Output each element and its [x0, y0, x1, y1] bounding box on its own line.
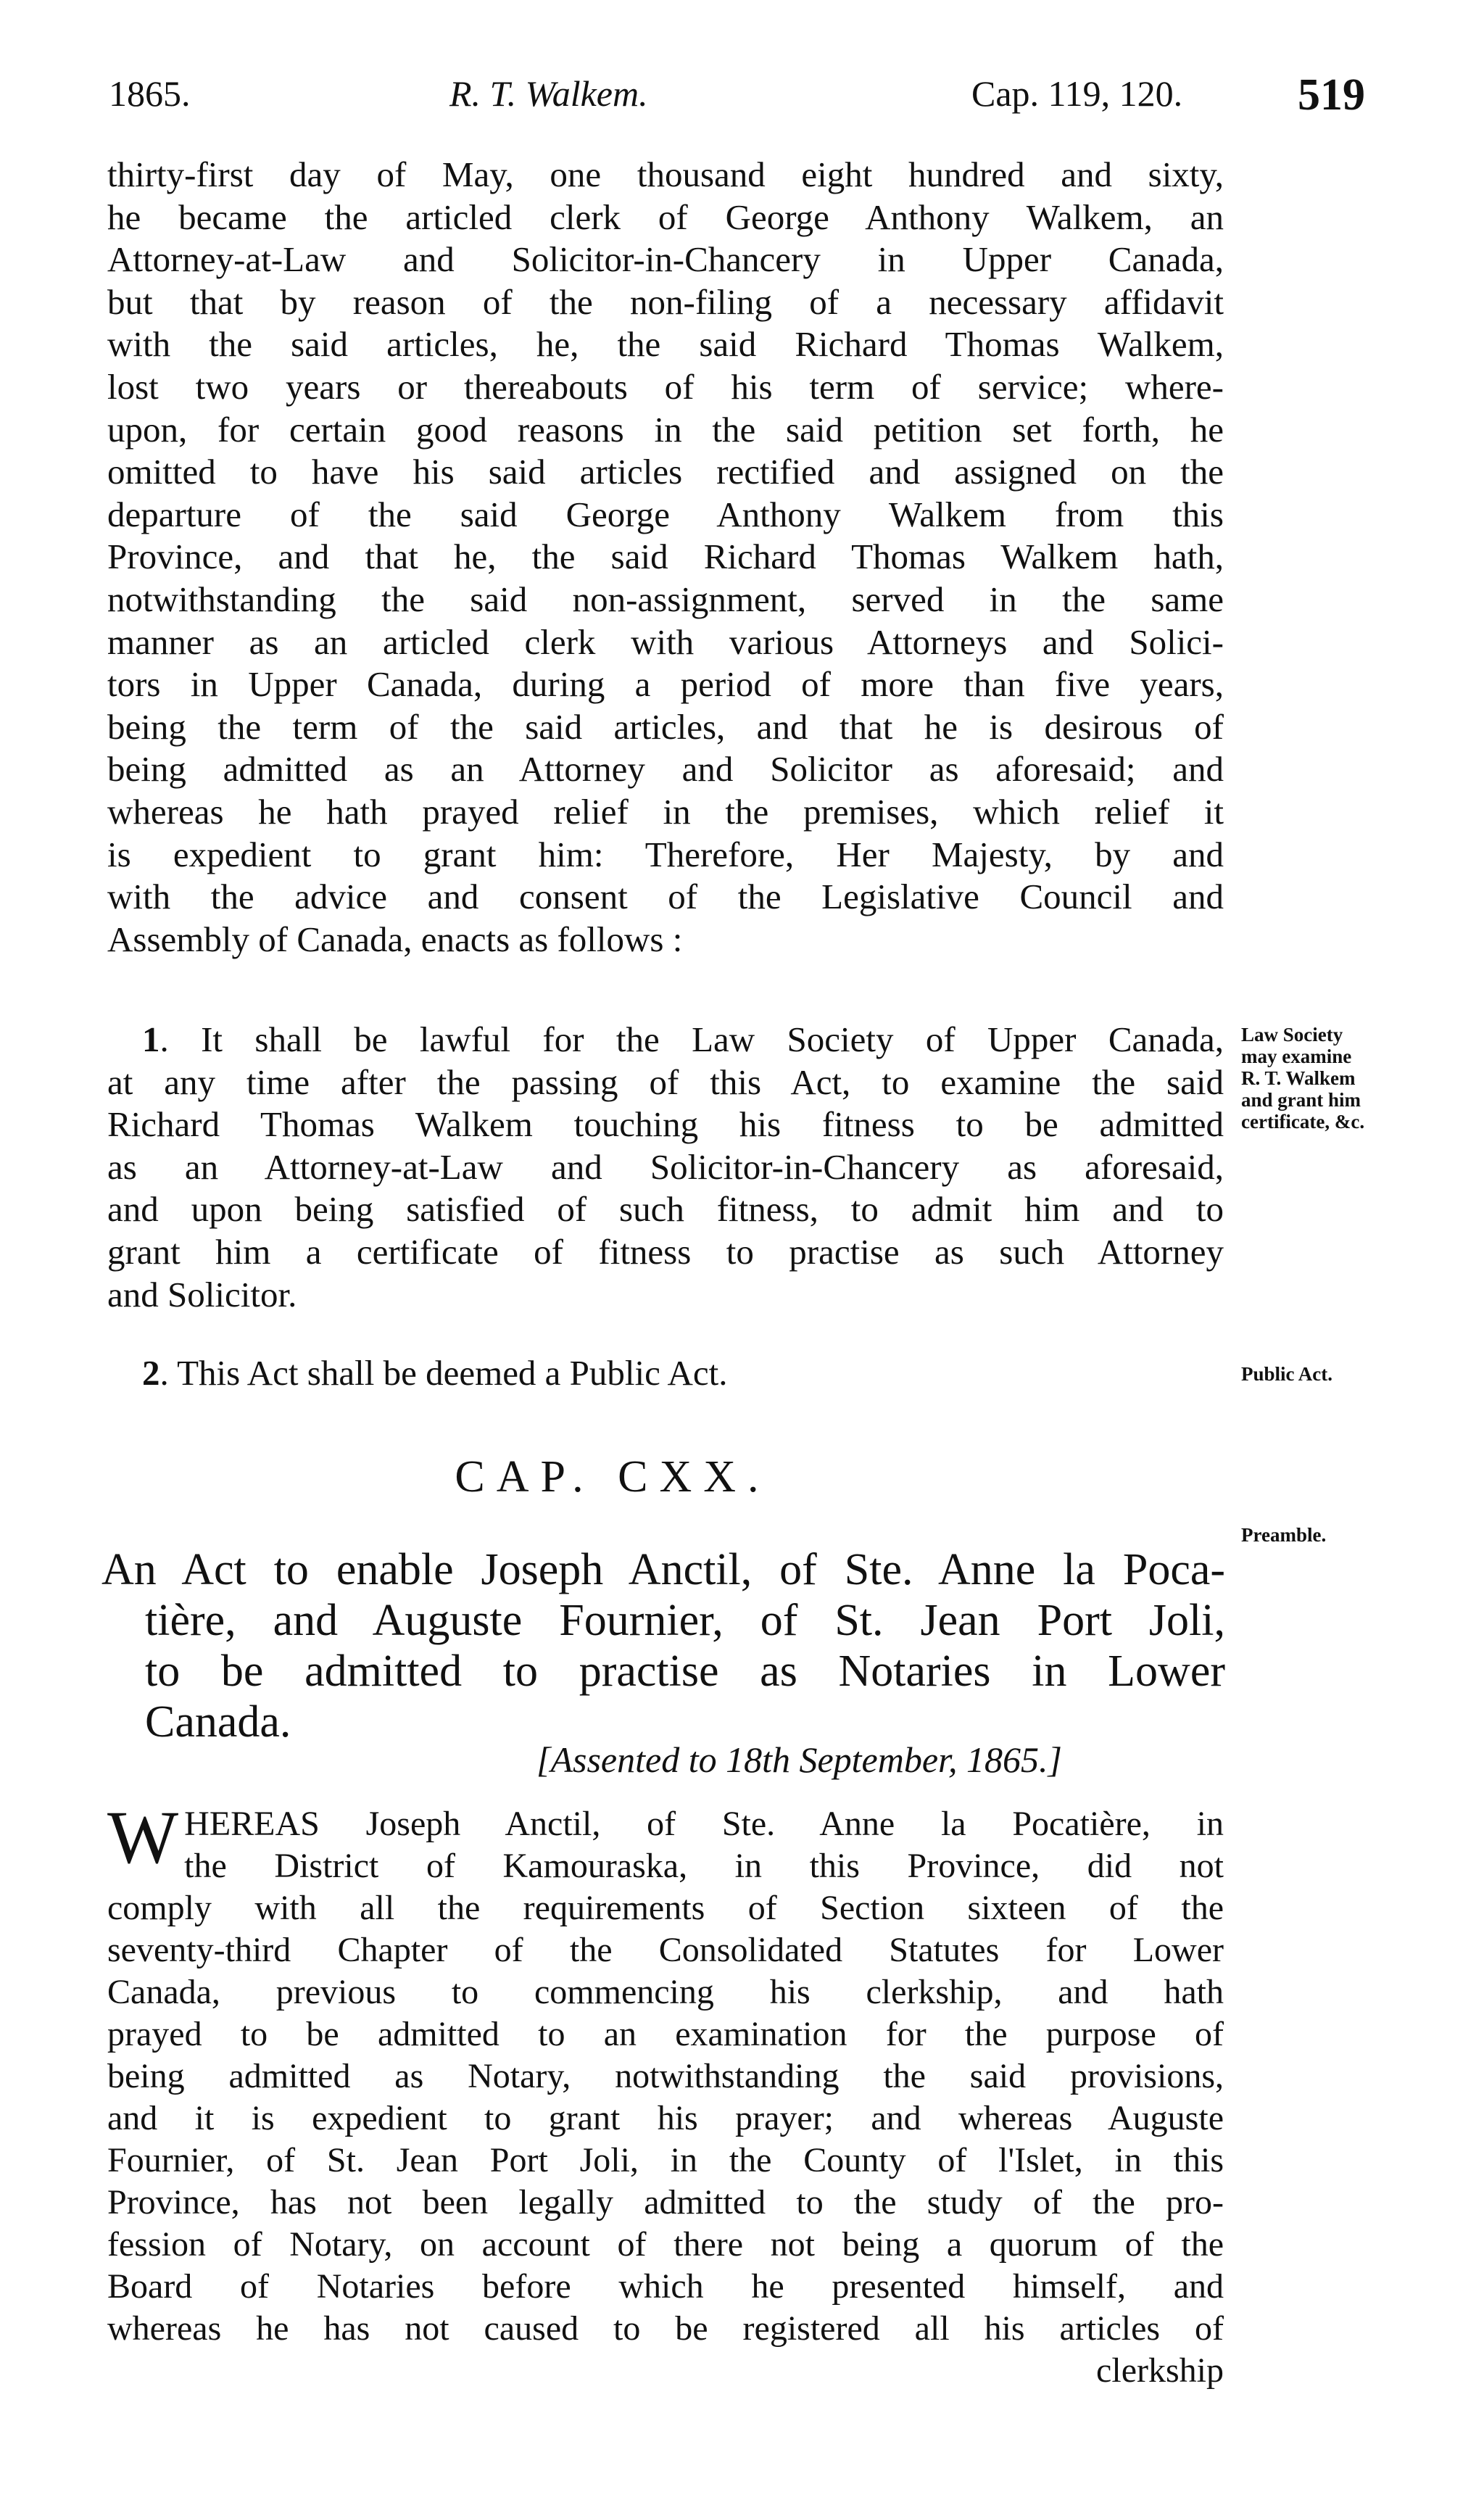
text-line: fession of Notary, on account of there not being a quorum of the	[107, 2225, 1224, 2264]
text-line: prayed to be admitted to an examination for the purpose of	[107, 2015, 1224, 2053]
section-1-first-line: 1. It shall be lawful for the Law Society of Upper Canada,	[142, 1019, 1224, 1059]
text-line: thirty-first day of May, one thousand eight hundred and sixty,	[107, 154, 1224, 194]
text-line: It shall be lawful for the Law Society of Upper Canada,	[201, 1019, 1224, 1059]
margin-note-section-2	[1241, 1363, 1459, 1385]
text-line: as an Attorney-at-Law and Solicitor-in-Chancery as aforesaid,	[107, 1146, 1224, 1187]
section-1	[107, 1019, 1224, 1316]
text-line: manner as an articled clerk with various Attorneys and Solici-	[107, 621, 1224, 662]
text-line: upon, for certain good reasons in the said petition set forth, he	[107, 409, 1224, 450]
page-number: 519	[1298, 70, 1365, 120]
text-line: Richard Thomas Walkem touching his fitness to be admitted	[107, 1104, 1224, 1145]
text-line: tors in Upper Canada, during a period of more than five years,	[107, 664, 1224, 705]
text-line: he became the articled clerk of George Anthony Walkem, an	[107, 196, 1224, 237]
header-running-title: R. T. Walkem.	[449, 73, 648, 114]
text-line: being admitted as an Attorney and Solicitor as aforesaid; and	[107, 749, 1224, 790]
section-2-text: This Act shall be deemed a Public Act.	[177, 1353, 728, 1393]
text-line: with the advice and consent of the Legislative Council and	[107, 877, 1224, 917]
text-line: seventy-third Chapter of the Consolidated Statutes for Lower	[107, 1931, 1224, 1969]
text-line: the District of Kamouraska, in this Province, did not	[184, 1847, 1224, 1885]
act-title-line: Canada.	[145, 1697, 291, 1747]
text-line: departure of the said George Anthony Walkem from this	[107, 494, 1224, 534]
continued-preamble-paragraph	[107, 154, 1224, 961]
header-chapter: Cap. 119, 120.	[971, 73, 1183, 114]
margin-note-line: R. T. Walkem	[1241, 1067, 1356, 1089]
header-year: 1865.	[109, 73, 191, 114]
catchword: clerkship	[1096, 2351, 1224, 2390]
text-line: grant him a certificate of fitness to practise as such Attorney	[107, 1231, 1224, 1272]
text-line: Attorney-at-Law and Solicitor-in-Chancery in Upper Canada,	[107, 239, 1224, 280]
text-line: and upon being satisfied of such fitness, to admit him and to	[107, 1189, 1224, 1230]
text-line: but that by reason of the non-filing of a necessary affidavit	[107, 281, 1224, 322]
act-title-line: to be admitted to practise as Notaries in Lower	[145, 1647, 1225, 1696]
section-number: 2	[142, 1353, 160, 1393]
margin-note-line: may examine	[1241, 1046, 1352, 1067]
margin-note-section-1	[1241, 1024, 1459, 1133]
margin-note-line: Law Society	[1241, 1024, 1343, 1046]
text-line: at any time after the passing of this Act, to examine the said	[107, 1061, 1224, 1102]
preamble	[107, 1796, 1224, 2392]
text-line: with the said articles, he, the said Richard Thomas Walkem,	[107, 324, 1224, 365]
section-2	[107, 1352, 1224, 1395]
section-2-line: 2. This Act shall be deemed a Public Act.	[142, 1353, 728, 1393]
margin-note-line: Preamble.	[1241, 1524, 1327, 1546]
margin-note-preamble	[1241, 1524, 1459, 1546]
text-line: omitted to have his said articles rectified and assigned on the	[107, 452, 1224, 492]
margin-note-line: certificate, &c.	[1241, 1111, 1365, 1133]
text-line: Canada, previous to commencing his clerkship, and hath	[107, 1973, 1224, 2011]
text-line: Fournier, of St. Jean Port Joli, in the County of l'Islet, in this	[107, 2141, 1224, 2179]
text-line: HEREAS Joseph Anctil, of Ste. Anne la Pocatière, in	[184, 1805, 1224, 1843]
text-line: being the term of the said articles, and that he is desirous of	[107, 706, 1224, 747]
section-number: 1	[142, 1019, 160, 1059]
text-line: whereas he has not caused to be registered all his articles of	[107, 2309, 1224, 2348]
text-line: Province, and that he, the said Richard Thomas Walkem hath,	[107, 537, 1224, 577]
assent-date: [Assented to 18th September, 1865.]	[536, 1739, 1062, 1780]
act-title	[101, 1544, 1225, 1747]
text-line: lost two years or thereabouts of his term of service; where-	[107, 366, 1224, 407]
drop-cap: W	[107, 1796, 179, 1879]
margin-note-line: and grant him	[1241, 1089, 1361, 1111]
chapter-heading: CAP. CXX.	[455, 1452, 771, 1502]
text-line: and Solicitor.	[107, 1274, 297, 1314]
text-line: is expedient to grant him: Therefore, Her Majesty, by and	[107, 834, 1224, 874]
act-title-line: tière, and Auguste Fournier, of St. Jean Port Joli,	[145, 1596, 1225, 1645]
text-line: whereas he hath prayed relief in the premises, which relief it	[107, 791, 1224, 832]
act-title-line: An Act to enable Joseph Anctil, of Ste. Anne la Poca-	[101, 1545, 1225, 1594]
text-line: Board of Notaries before which he presented himself, and	[107, 2267, 1224, 2306]
text-line: notwithstanding the said non-assignment, served in the same	[107, 579, 1224, 619]
text-line: Assembly of Canada, enacts as follows :	[107, 919, 683, 959]
running-header	[109, 70, 1443, 131]
text-line: being admitted as Notary, notwithstanding the said provisions,	[107, 2057, 1224, 2095]
text-line: Province, has not been legally admitted to the study of the pro-	[107, 2183, 1224, 2222]
margin-note-line: Public Act.	[1241, 1363, 1332, 1385]
text-line: and it is expedient to grant his prayer; and whereas Auguste	[107, 2099, 1224, 2137]
text-line: comply with all the requirements of Section sixteen of the	[107, 1889, 1224, 1927]
